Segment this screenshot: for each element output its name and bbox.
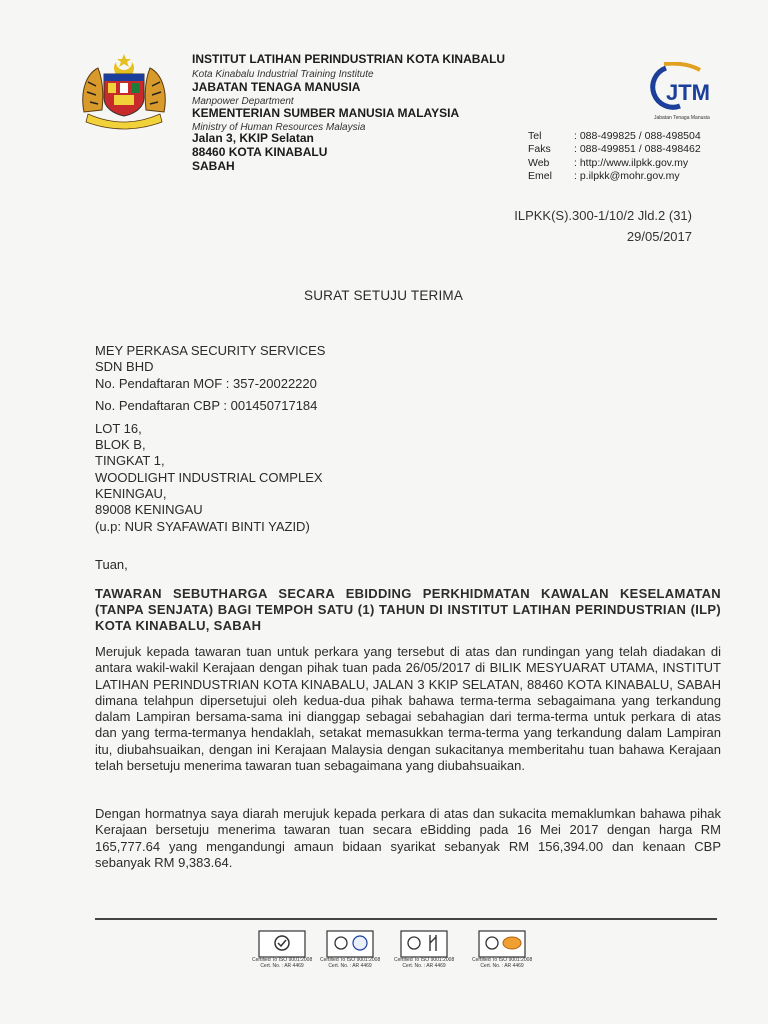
recipient-line: BLOK B, bbox=[95, 436, 146, 452]
recipient-address bbox=[95, 343, 325, 535]
recipient-line: No. Pendaftaran MOF : 357-20022220 bbox=[95, 375, 317, 391]
quality-system-standard-icon bbox=[478, 930, 526, 958]
certification-badge-3 bbox=[394, 930, 454, 970]
certification-badge-2 bbox=[320, 930, 380, 970]
recipient-line: No. Pendaftaran CBP : 001450717184 bbox=[95, 398, 318, 414]
reference-number: ILPKK(S).300-1/10/2 Jld.2 (31) bbox=[514, 208, 692, 223]
quality-system-ukas-icon bbox=[400, 930, 448, 958]
certification-text: Certified To ISO 9001:2008 bbox=[320, 957, 381, 963]
contact-block bbox=[528, 130, 701, 184]
contact-web bbox=[528, 157, 701, 170]
contact-fax bbox=[528, 143, 701, 156]
address-line-1: Jalan 3, KKIP Selatan bbox=[192, 131, 314, 145]
coat-of-arms-logo bbox=[78, 52, 170, 130]
certification-badge-1 bbox=[252, 930, 312, 970]
institute-name: INSTITUT LATIHAN PERINDUSTRIAN KOTA KINABALU bbox=[192, 52, 506, 66]
certification-number: Cert. No. : AR 4469 bbox=[328, 962, 372, 969]
contact-tel bbox=[528, 130, 701, 143]
certification-number: Cert. No. : AR 4469 bbox=[402, 962, 446, 969]
contact-value: : 088-499851 / 088-498462 bbox=[574, 143, 701, 156]
recipient-line: (u.p: NUR SYAFAWATI BINTI YAZID) bbox=[95, 518, 310, 534]
quality-system-icon bbox=[258, 930, 306, 958]
jtm-logo-mark bbox=[636, 62, 736, 110]
certification-number: Cert. No. : AR 4469 bbox=[480, 962, 524, 969]
contact-label: Tel bbox=[528, 130, 542, 142]
recipient-line: WOODLIGHT INDUSTRIAL COMPLEX bbox=[95, 469, 323, 485]
recipient-line: SDN BHD bbox=[95, 359, 154, 375]
contact-value: : http://www.ilpkk.gov.my bbox=[574, 156, 689, 169]
contact-label: Emel bbox=[528, 170, 552, 183]
ministry-name-en: Ministry of Human Resources Malaysia bbox=[192, 122, 366, 133]
letter-subject: TAWARAN SEBUTHARGA SECARA EBIDDING PERKHIDMATAN KAWALAN KESELAMATAN (TANPA SENJATA) BAGI TEMPOH SATU (1) TAHUN DI INSTITUT LATIHAN PERINDUSTRIAN (ILP) KOTA KINABALU, SABAH bbox=[95, 586, 721, 634]
salutation: Tuan, bbox=[95, 557, 128, 572]
certification-number: Cert. No. : AR 4469 bbox=[260, 962, 304, 969]
address-line-2: 88460 KOTA KINABALU bbox=[192, 145, 328, 159]
recipient-line: KENINGAU, bbox=[95, 486, 167, 501]
footer-divider bbox=[95, 918, 717, 920]
body-paragraph-1: Merujuk kepada tawaran tuan untuk perkara yang tersebut di atas dan rundingan yang telah diadakan di antara wakil-wakil Kerajaan dengan pihak tuan pada 26/05/2017 di BILIK MESYUARAT UTAMA, INSTITUT LATIHAN PERINDUSTRIAN KOTA KINABALU, JALAN 3 KKIP SELATAN, 88460 KOTA KINABALU, SABAH dimana telahpun dipersetujui oleh kedua-dua pihak bahawa terma-terma sebagaimana yang terkandung dalam Lampiran bersama-sama ini dianggap sebagai sebahagian dari terma-terma untuk perkara di atas dan yang terma-termanya hendaklah, setakat memasukkan terma-terma yang terkandung dalam Lampiran itu, diubahsuaikan, dengan ini Kerajaan Malaysia dengan sukacitanya memberitahu tuan bahawa Kerajaan telah bersetuju menerima tawaran tuan sebagaimana yang diubahsuaikan. bbox=[95, 644, 721, 773]
jtm-logo bbox=[636, 62, 736, 122]
jtm-logo-subtitle: Jabatan Tenaga Manusia bbox=[654, 115, 710, 121]
contact-label: Web bbox=[528, 156, 550, 169]
contact-label: Faks bbox=[528, 143, 551, 156]
body-paragraph-2: Dengan hormatnya saya diarah merujuk kepada perkara di atas dan sukacita memaklumkan bahawa pihak Kerajaan bersetuju menerima tawaran tuan secara eBidding pada 16 Mei 2017 dengan harga RM 165,777.64 yang mengandungi amaun bidaan syarikat sebanyak RM 156,394.00 dan kenaan CBP sebanyak RM 9,383.64. bbox=[95, 806, 721, 870]
reference-date: 29/05/2017 bbox=[626, 229, 692, 244]
contact-email bbox=[528, 170, 701, 183]
department-name-en: Manpower Department bbox=[192, 96, 294, 107]
recipient-line: 89008 KENINGAU bbox=[95, 502, 203, 518]
letter-title: SURAT SETUJU TERIMA bbox=[304, 288, 464, 303]
certification-badge-4 bbox=[472, 930, 532, 970]
address-line-3: SABAH bbox=[192, 159, 235, 173]
recipient-line: LOT 16, bbox=[95, 420, 142, 436]
quality-system-iqnet-icon bbox=[326, 930, 374, 958]
jtm-logo-text: JTM bbox=[666, 80, 710, 105]
certification-text: Certified To ISO 9001:2008 bbox=[472, 957, 533, 963]
certification-text: Certified To ISO 9001:2008 bbox=[252, 957, 313, 963]
contact-value: : p.ilpkk@mohr.gov.my bbox=[574, 170, 680, 183]
department-name: JABATAN TENAGA MANUSIA bbox=[192, 80, 361, 94]
contact-value: : 088-499825 / 088-498504 bbox=[574, 130, 701, 142]
ministry-name: KEMENTERIAN SUMBER MANUSIA MALAYSIA bbox=[192, 106, 460, 120]
recipient-line: MEY PERKASA SECURITY SERVICES bbox=[95, 343, 326, 358]
recipient-line: TINGKAT 1, bbox=[95, 453, 165, 469]
certification-text: Certified To ISO 9001:2008 bbox=[394, 957, 455, 963]
institute-name-en: Kota Kinabalu Industrial Training Institute bbox=[192, 69, 374, 80]
